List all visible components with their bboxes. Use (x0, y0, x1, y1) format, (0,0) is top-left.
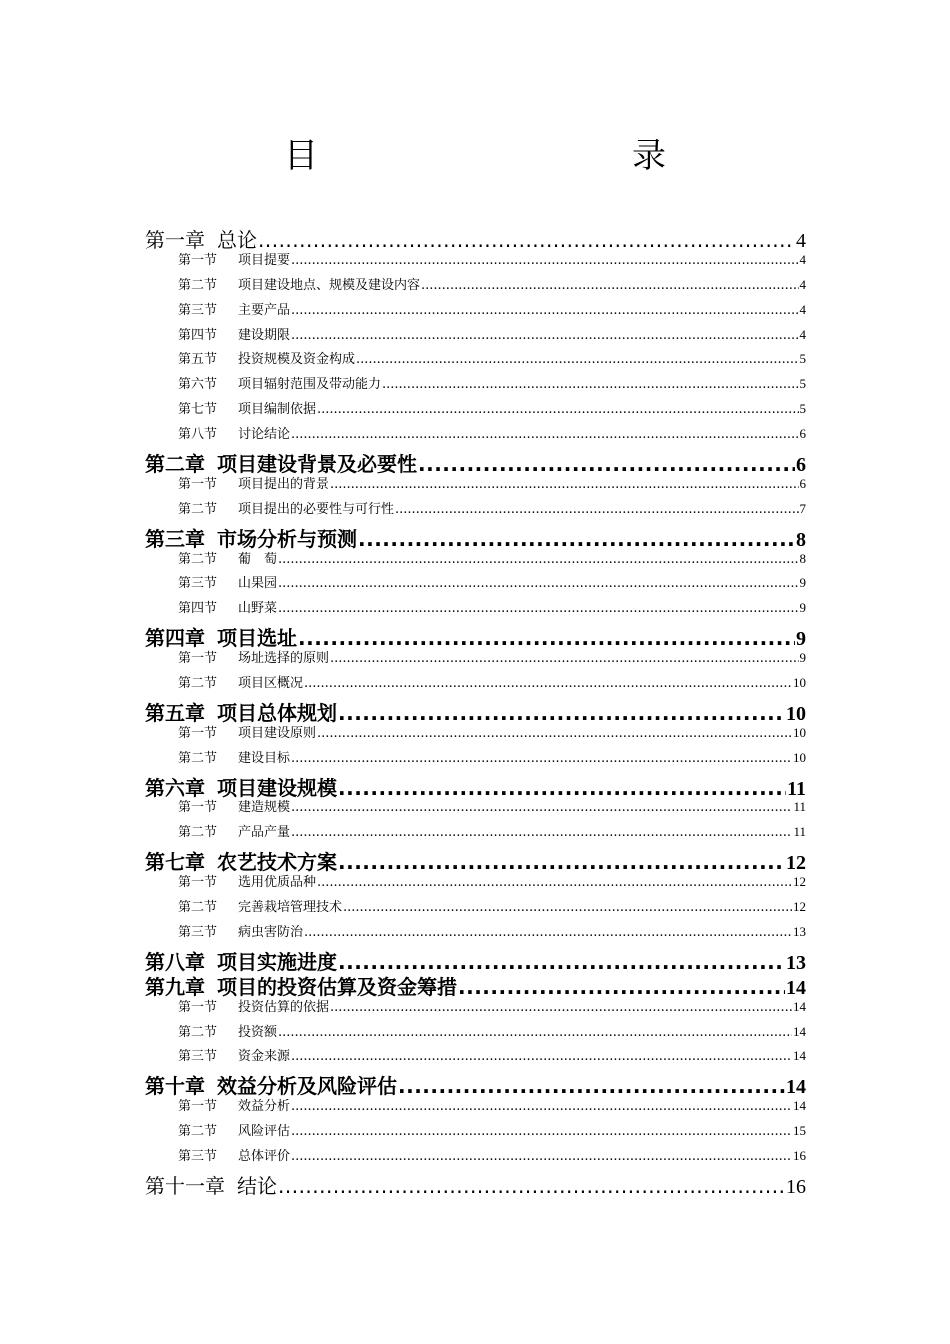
toc-entry-number: 第五节 (178, 352, 218, 368)
toc-entry-title: 建造规模 (238, 800, 291, 816)
toc-page-number: 14 (786, 1076, 806, 1099)
toc-entry-number: 第七节 (178, 402, 218, 418)
toc-chapter-entry[interactable] (145, 772, 806, 800)
toc-entry-title: 项目提出的必要性与可行性 (238, 501, 395, 517)
toc-dot-leader (291, 303, 798, 318)
toc-entry-label (178, 747, 290, 766)
toc-section-entry[interactable] (145, 871, 806, 896)
toc-page-number: 4 (799, 276, 806, 292)
toc-entry-label (178, 1095, 290, 1114)
toc-section-entry[interactable] (145, 896, 806, 921)
toc-section-entry[interactable] (145, 423, 806, 448)
toc-entry-number: 第一节 (178, 1099, 218, 1115)
toc-entry-title: 场址选择的原则 (238, 651, 330, 667)
toc-dot-leader (291, 1124, 792, 1139)
toc-entry-number: 第二节 (178, 750, 218, 766)
toc-page-number: 14 (793, 1023, 806, 1039)
toc-dot-leader (398, 1074, 785, 1098)
toc-entry-label (178, 572, 277, 591)
toc-dot-leader (298, 626, 795, 650)
toc-page-number: 12 (786, 852, 806, 875)
toc-entry-title: 项目建设地点、规模及建设内容 (238, 277, 421, 293)
toc-entry-number: 第五章 (145, 700, 205, 725)
toc-entry-title: 项目编制依据 (238, 402, 317, 418)
toc-dot-leader (291, 253, 798, 268)
toc-entry-number: 第四节 (178, 601, 218, 617)
toc-entry-number: 第二章 (145, 452, 205, 477)
toc-entry-title: 投资额 (238, 1024, 278, 1040)
toc-entry-title: 投资估算的依据 (238, 999, 330, 1015)
toc-entry-label (178, 348, 355, 367)
toc-entry-title: 建设目标 (238, 750, 291, 766)
toc-entry-label (145, 1170, 277, 1199)
toc-entry-title: 讨论结论 (238, 427, 291, 443)
toc-dot-leader (330, 1000, 792, 1015)
toc-entry-number: 第二节 (178, 1124, 218, 1140)
toc-dot-leader (278, 1025, 792, 1040)
toc-entry-title: 结论 (237, 1173, 277, 1198)
toc-entry-label (178, 548, 277, 567)
toc-entry-number: 第八章 (145, 949, 205, 974)
toc-page-number: 9 (796, 628, 806, 651)
toc-entry-label (178, 373, 381, 392)
toc-chapter-entry[interactable] (145, 971, 806, 999)
toc-page-number: 4 (796, 230, 806, 252)
toc-entry-number: 第二节 (178, 1024, 218, 1040)
toc-entry-title: 项目实施进度 (217, 949, 337, 974)
toc-entry-title: 项目建设规模 (217, 775, 337, 800)
toc-dot-leader (304, 925, 792, 940)
toc-entry-title: 山果园 (238, 576, 278, 592)
toc-entry-number: 第一节 (178, 800, 218, 816)
toc-dot-leader (338, 701, 785, 725)
toc-entry-title: 项目总体规划 (217, 700, 337, 725)
toc-page-number: 13 (793, 923, 806, 939)
toc-page-number: 9 (799, 575, 806, 591)
toc-entry-number: 第一节 (178, 252, 218, 268)
toc-section-entry[interactable] (145, 274, 806, 299)
toc-page-number: 5 (799, 376, 806, 392)
toc-entry-title: 选用优质品种 (238, 875, 317, 891)
toc-page-number: 16 (793, 1147, 806, 1163)
toc-entry-label (178, 647, 329, 666)
toc-entry-label (178, 274, 420, 293)
toc-page-number: 6 (799, 475, 806, 491)
toc-entry-title: 项目区概况 (238, 676, 304, 692)
toc-entry-title: 完善栽培管理技术 (238, 900, 343, 916)
toc-entry-label (178, 871, 316, 890)
toc-entry-label (178, 473, 329, 492)
toc-dot-leader (291, 328, 798, 343)
toc-dot-leader (278, 601, 798, 616)
toc-dot-leader (278, 576, 798, 591)
toc-dot-leader (291, 800, 792, 815)
toc-entry-title: 市场分析与预测 (217, 526, 357, 551)
toc-entry-number: 第三章 (145, 526, 205, 551)
toc-dot-leader (338, 850, 785, 874)
toc-page-number: 11 (793, 799, 806, 815)
toc-entry-number: 第十一章 (145, 1173, 225, 1198)
toc-page-number: 10 (793, 675, 806, 691)
toc-page-number: 7 (799, 500, 806, 516)
toc-section-entry[interactable] (145, 722, 806, 747)
toc-dot-leader (421, 278, 798, 293)
toc-entry-title: 产品产量 (238, 825, 291, 841)
toc-entry-number: 第二节 (178, 277, 218, 293)
toc-entry-title: 项目的投资估算及资金筹措 (217, 974, 457, 999)
toc-section-entry[interactable] (145, 996, 806, 1021)
table-of-contents (145, 224, 806, 1198)
toc-entry-label (178, 423, 290, 442)
toc-entry-number: 第九章 (145, 974, 205, 999)
toc-dot-leader (418, 452, 795, 476)
toc-entry-label (178, 1145, 290, 1164)
toc-entry-number: 第一章 (145, 228, 205, 252)
toc-page-number: 8 (799, 550, 806, 566)
toc-entry-title: 总论 (217, 228, 257, 252)
toc-entry-label (178, 398, 316, 417)
toc-dot-leader (343, 900, 792, 915)
toc-entry-number: 第一节 (178, 725, 218, 741)
toc-dot-leader (330, 651, 798, 666)
toc-page-number: 8 (796, 528, 806, 551)
toc-entry-number: 第二节 (178, 825, 218, 841)
toc-entry-label (178, 597, 277, 616)
toc-page-number: 13 (786, 951, 806, 974)
toc-entry-title: 效益分析 (238, 1099, 291, 1115)
toc-section-entry[interactable] (145, 373, 806, 398)
toc-entry-number: 第六节 (178, 377, 218, 393)
toc-dot-leader (278, 552, 798, 567)
toc-entry-number: 第二节 (178, 900, 218, 916)
toc-section-entry[interactable] (145, 548, 806, 573)
toc-entry-label (178, 498, 394, 517)
toc-dot-leader (278, 1174, 785, 1198)
toc-section-entry[interactable] (145, 348, 806, 373)
toc-section-entry[interactable] (145, 647, 806, 672)
toc-section-entry[interactable] (145, 1145, 806, 1170)
toc-page-number: 14 (793, 1098, 806, 1114)
toc-entry-label (178, 796, 290, 815)
toc-entry-title: 资金来源 (238, 1049, 291, 1065)
toc-page-number: 15 (793, 1123, 806, 1139)
toc-dot-leader (330, 477, 798, 492)
toc-entry-label (178, 722, 316, 741)
toc-section-entry[interactable] (145, 921, 806, 946)
toc-entry-title: 项目辐射范围及带动能力 (238, 377, 382, 393)
toc-dot-leader (317, 402, 798, 417)
toc-entry-label (178, 672, 303, 691)
toc-page-number: 14 (793, 998, 806, 1014)
toc-chapter-entry[interactable] (145, 1170, 806, 1198)
toc-chapter-entry[interactable] (145, 224, 806, 252)
toc-entry-title: 葡 萄 (238, 551, 278, 567)
toc-entry-number: 第三节 (178, 302, 218, 318)
toc-section-entry[interactable] (145, 747, 806, 772)
toc-section-entry[interactable] (145, 398, 806, 423)
toc-dot-leader (291, 427, 798, 442)
toc-page-number: 10 (793, 749, 806, 765)
toc-entry-title: 项目提要 (238, 252, 291, 268)
toc-section-entry[interactable] (145, 249, 806, 274)
toc-chapter-entry[interactable] (145, 1070, 806, 1099)
toc-page-number: 16 (786, 1175, 806, 1198)
toc-dot-leader (291, 751, 792, 766)
toc-section-entry[interactable] (145, 1095, 806, 1120)
toc-entry-number: 第一节 (178, 999, 218, 1015)
toc-entry-title: 项目建设原则 (238, 725, 317, 741)
toc-entry-label (178, 249, 290, 268)
toc-dot-leader (291, 1149, 792, 1164)
toc-section-entry[interactable] (145, 498, 806, 523)
toc-section-entry[interactable] (145, 1120, 806, 1145)
toc-entry-number: 第八节 (178, 427, 218, 443)
toc-entry-number: 第二节 (178, 676, 218, 692)
toc-dot-leader (382, 377, 798, 392)
toc-section-entry[interactable] (145, 1045, 806, 1070)
toc-page-number: 11 (787, 777, 806, 800)
toc-entry-number: 第七章 (145, 850, 205, 875)
toc-page-number: 14 (793, 1048, 806, 1064)
toc-chapter-entry[interactable] (145, 697, 806, 725)
toc-entry-number: 第一节 (178, 476, 218, 492)
toc-entry-number: 第一节 (178, 875, 218, 891)
toc-dot-leader (356, 352, 798, 367)
toc-page-number: 4 (799, 251, 806, 267)
toc-entry-label (178, 921, 303, 940)
toc-dot-leader (291, 1099, 792, 1114)
toc-dot-leader (291, 1049, 792, 1064)
toc-chapter-entry[interactable] (145, 946, 806, 974)
toc-dot-leader (291, 825, 792, 840)
toc-entry-label (178, 324, 290, 343)
toc-dot-leader (338, 776, 786, 800)
toc-page-number: 6 (796, 454, 806, 477)
toc-dot-leader (458, 975, 785, 999)
toc-page-number: 12 (793, 899, 806, 915)
toc-entry-label (178, 1021, 277, 1040)
toc-dot-leader (317, 875, 792, 890)
toc-entry-title: 风险评估 (238, 1124, 291, 1140)
toc-entry-number: 第三节 (178, 924, 218, 940)
toc-entry-number: 第三节 (178, 576, 218, 592)
toc-dot-leader (395, 502, 798, 517)
toc-dot-leader (258, 228, 795, 252)
toc-entry-label (178, 996, 329, 1015)
toc-entry-number: 第十章 (145, 1074, 205, 1099)
toc-entry-label (178, 299, 290, 318)
toc-page-number: 5 (799, 401, 806, 417)
toc-entry-title: 投资规模及资金构成 (238, 352, 356, 368)
toc-dot-leader (317, 726, 792, 741)
toc-entry-number: 第三节 (178, 1148, 218, 1164)
toc-chapter-entry[interactable] (145, 523, 806, 551)
toc-section-entry[interactable] (145, 1021, 806, 1046)
toc-page-number: 4 (799, 326, 806, 342)
toc-entry-number: 第二节 (178, 501, 218, 517)
toc-entry-title: 项目选址 (217, 626, 297, 651)
toc-entry-label (178, 896, 342, 915)
page-title: 目 录 (284, 136, 748, 176)
toc-entry-number: 第四节 (178, 327, 218, 343)
toc-entry-title: 主要产品 (238, 302, 291, 318)
toc-page-number: 9 (799, 600, 806, 616)
toc-section-entry[interactable] (145, 324, 806, 349)
toc-chapter-entry[interactable] (145, 846, 806, 875)
toc-entry-title: 效益分析及风险评估 (217, 1074, 397, 1099)
toc-section-entry[interactable] (145, 796, 806, 821)
toc-entry-label (178, 1045, 290, 1064)
toc-section-entry[interactable] (145, 473, 806, 498)
toc-entry-number: 第四章 (145, 626, 205, 651)
toc-section-entry[interactable] (145, 597, 806, 622)
toc-section-entry[interactable] (145, 299, 806, 324)
toc-entry-title: 建设期限 (238, 327, 291, 343)
toc-entry-number: 第二节 (178, 551, 218, 567)
toc-page-number: 9 (799, 650, 806, 666)
toc-page-number: 4 (799, 301, 806, 317)
toc-page-number: 5 (799, 351, 806, 367)
toc-entry-number: 第三节 (178, 1049, 218, 1065)
toc-chapter-entry[interactable] (145, 448, 806, 477)
toc-dot-leader (304, 676, 792, 691)
toc-page-number: 11 (793, 824, 806, 840)
toc-entry-label (178, 821, 290, 840)
toc-entry-label (178, 1120, 290, 1139)
toc-page-number: 14 (786, 976, 806, 999)
toc-page-number: 10 (793, 724, 806, 740)
toc-page-number: 10 (786, 702, 806, 725)
toc-page-number: 12 (793, 874, 806, 890)
toc-entry-number: 第六章 (145, 775, 205, 800)
toc-entry-title: 农艺技术方案 (217, 850, 337, 875)
toc-page-number: 6 (799, 426, 806, 442)
toc-entry-title: 病虫害防治 (238, 924, 304, 940)
toc-entry-title: 项目建设背景及必要性 (217, 452, 417, 477)
toc-entry-title: 总体评价 (238, 1148, 291, 1164)
toc-section-entry[interactable] (145, 572, 806, 597)
toc-entry-title: 山野菜 (238, 601, 278, 617)
toc-dot-leader (358, 527, 795, 551)
toc-entry-title: 项目提出的背景 (238, 476, 330, 492)
toc-section-entry[interactable] (145, 821, 806, 846)
toc-entry-number: 第一节 (178, 651, 218, 667)
toc-chapter-entry[interactable] (145, 622, 806, 651)
toc-section-entry[interactable] (145, 672, 806, 697)
